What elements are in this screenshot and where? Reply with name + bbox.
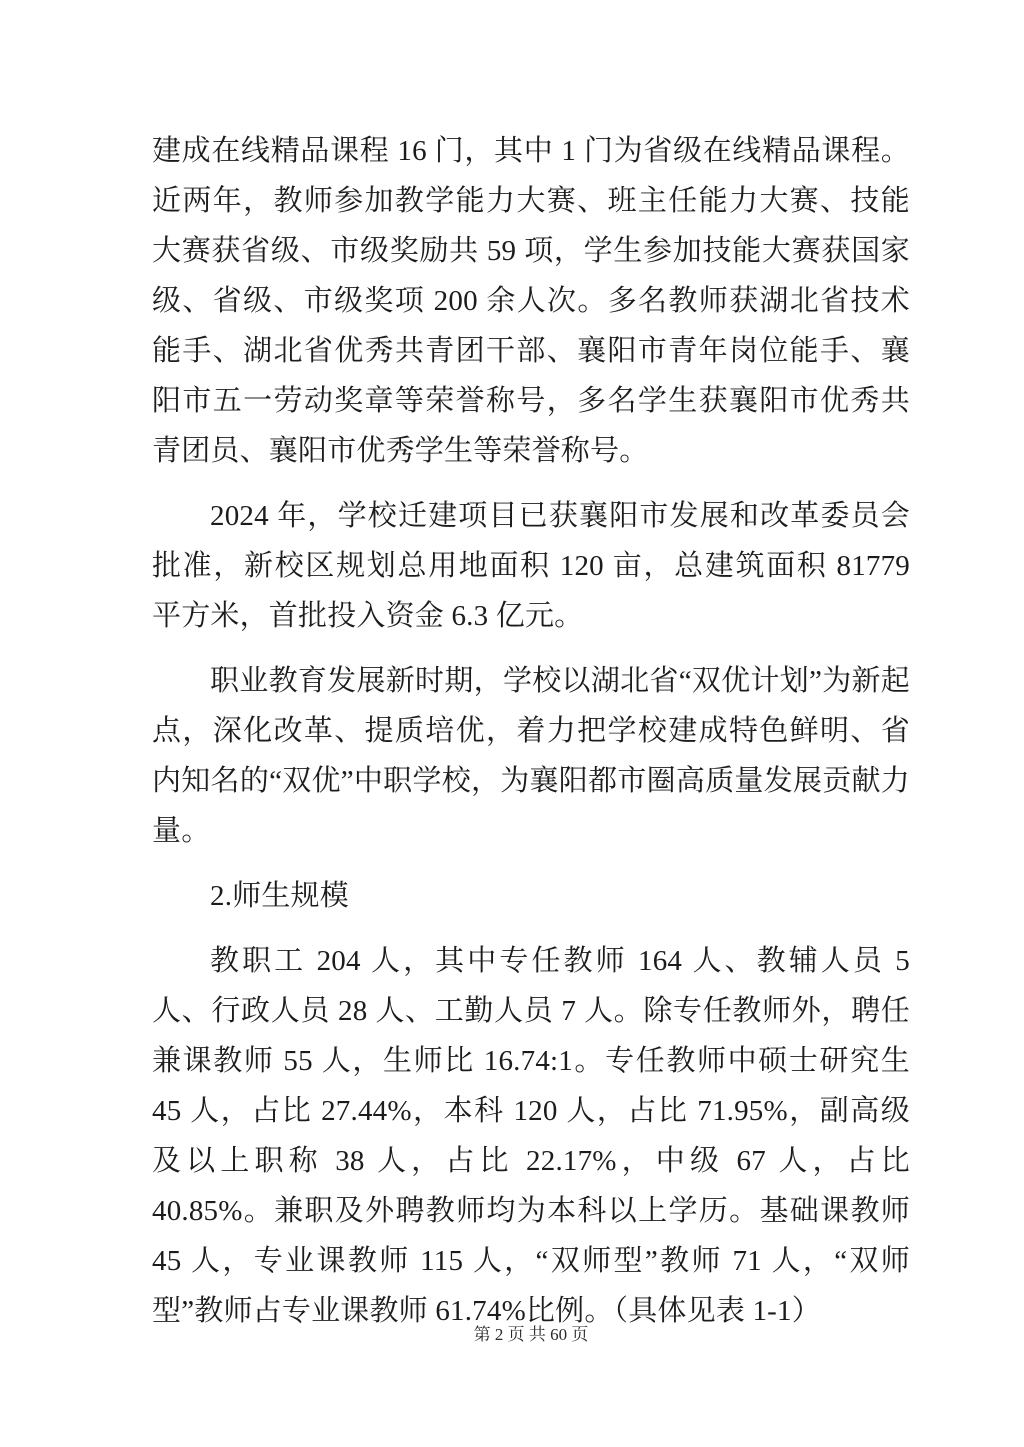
paragraph-course-achievements: 建成在线精品课程 16 门，其中 1 门为省级在线精品课程。近两年，教师参加教学能力大赛、班主任能力大赛、技能大赛获省级、市级奖励共 59 项，学生参加技能大赛获国家级、省级、市级奖项 200 余人次。多名教师获湖北省技术能手、湖北省优秀共青团干部、襄阳市青年岗位能手、襄阳市五一劳动奖章等荣誉称号，多名学生获襄阳市优秀共青团员、襄阳市优秀学生等荣誉称号。 <box>152 135 910 467</box>
page-footer <box>152 1324 910 1346</box>
page-body <box>152 126 910 1351</box>
paragraph-campus-relocation: 2024 年，学校迁建项目已获襄阳市发展和改革委员会批准，新校区规划总用地面积 120 亩，总建筑面积 81779 平方米，首批投入资金 6.3 亿元。 <box>152 500 910 632</box>
paragraph-staff-statistics: 教职工 204 人，其中专任教师 164 人、教辅人员 5 人、行政人员 28 人、工勤人员 7 人。除专任教师外，聘任兼课教师 55 人，生师比 16.74:1。专任教师中硕士研究生 45 人，占比 27.44%，本科 120 人，占比 71.95%，副高级及以上职称 38 人，占比 22.17%，中级 67 人，占比 40.85%。兼职及外聘教师均为本科以上学历。基础课教师 45 人，专业课教师 115 人，“双师型”教师 71 人，“双师型”教师占专业课教师 61.74%比例。（具体见表 1-1） <box>152 945 910 1327</box>
page-number-text: 第 2 页 共 60 页 <box>473 1325 589 1344</box>
heading-staff-student-scale: 2.师生规模 <box>210 880 349 912</box>
paragraph-development-vision: 职业教育发展新时期，学校以湖北省“双优计划”为新起点，深化改革、提质培优，着力把学校建成特色鲜明、省内知名的“双优”中职学校，为襄阳都市圈高质量发展贡献力量。 <box>152 665 910 847</box>
